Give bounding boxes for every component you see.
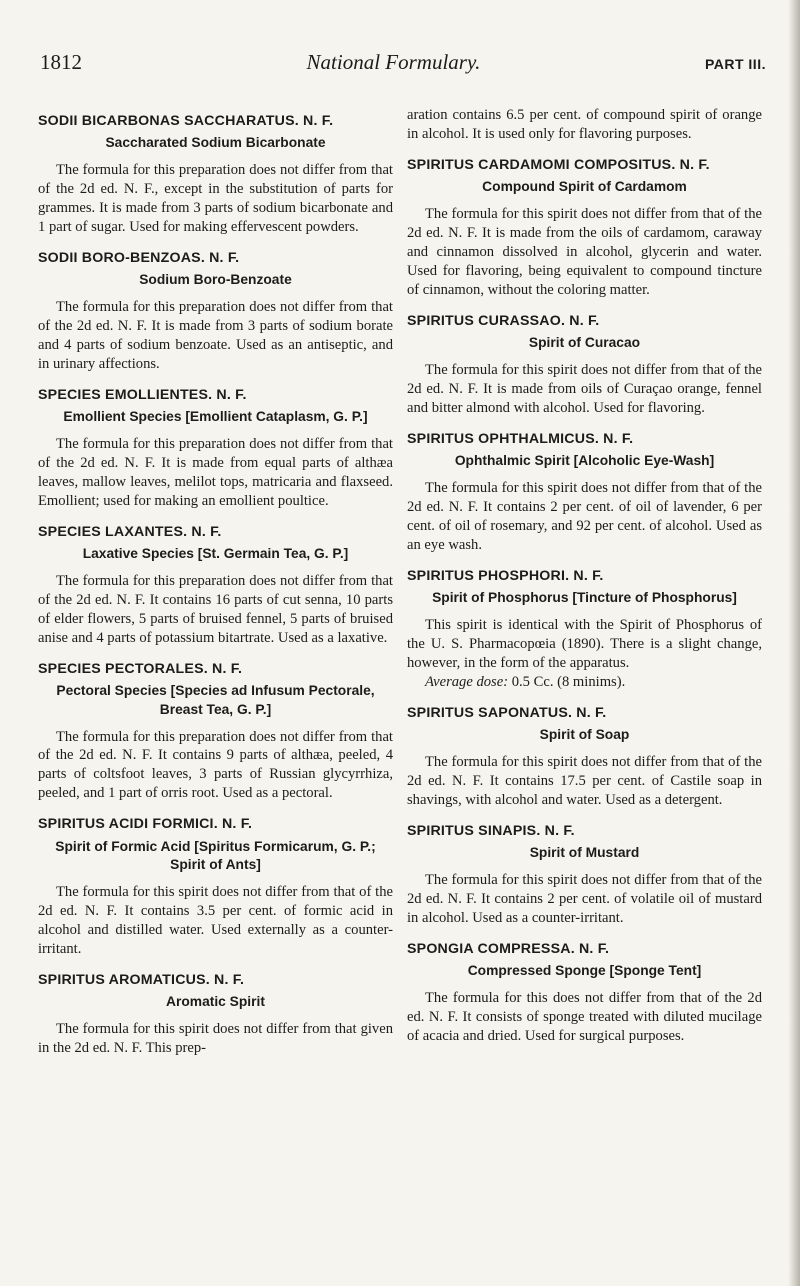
entry-title: SPIRITUS CURASSAO. N. F. — [407, 312, 600, 329]
entry-subtitle: Spirit of Curacao — [528, 335, 641, 351]
entry-subtitle: Spirit of Formic Acid [Spiritus Formicarum, G. P.; Spirit of Ants] — [55, 838, 376, 873]
dose-value: 0.5 Cc. (8 minims). — [508, 673, 626, 690]
running-title: National Formulary. — [306, 50, 481, 74]
entry-subtitle: Laxative Species [St. Germain Tea, G. P.] — [82, 546, 349, 562]
page-edge-shadow — [788, 0, 800, 1286]
entry-subtitle: Spirit of Mustard — [529, 845, 640, 861]
entry-body: The formula for this preparation does not differ from that of the 2d ed. N. F. It is made from equal parts of althæa leaves, mallow leaves, melilot tops, matricaria and flaxseed. Emollient; used for making an emollient poultice. — [38, 435, 393, 509]
entry-body: The formula for this spirit does not differ from that of the 2d ed. N. F. It is made from oils of Curaçao orange, fennel and bitter almond with alcohol. Used for flavoring. — [407, 361, 762, 416]
entry-subtitle: Compressed Sponge [Sponge Tent] — [467, 963, 702, 979]
left-column — [38, 106, 393, 1070]
entry — [407, 940, 762, 1046]
entry-subtitle: Compound Spirit of Cardamom — [482, 179, 687, 195]
entry-title: SPIRITUS SINAPIS. N. F. — [407, 822, 575, 839]
entry-body: The formula for this preparation does not differ from that of the 2d ed. N. F. It is made from 3 parts of sodium borate and 4 parts of sodium benzoate. Used as an antiseptic, and in urinary affections. — [38, 299, 393, 372]
entry-subtitle: Ophthalmic Spirit [Alcoholic Eye-Wash] — [454, 453, 715, 469]
entry-title: SODII BICARBONAS SACCHARATUS. N. F. — [38, 113, 334, 129]
entry — [38, 112, 393, 237]
entry-subtitle: Emollient Species [Emollient Cataplasm, G. P.] — [63, 409, 368, 425]
entry-body: The formula for this spirit does not differ from that given in the 2d ed. N. F. This prep- — [38, 1021, 393, 1057]
entry — [407, 822, 762, 928]
entry — [407, 567, 762, 692]
entry — [38, 660, 393, 804]
entry — [38, 386, 393, 511]
entry-title: SPIRITUS PHOSPHORI. N. F. — [407, 567, 604, 584]
entry-body: The formula for this preparation does not differ from that of the 2d ed. N. F. It contains 16 parts of cut senna, 10 parts of elder flowers, 5 parts of bruised fennel, 5 parts of bruised anise and 4 parts of potassium bitartrate. Used as a laxative. — [38, 572, 393, 646]
entry-body: The formula for this preparation does not differ from that of the 2d ed. N. F., except in the substitution of parts for grammes. It is made from 3 parts of sodium bicarbonate and 1 part of sugar. Used for making effervescent powders. — [38, 162, 393, 235]
dose-label: Average dose: — [425, 673, 509, 690]
entry — [38, 815, 393, 959]
entry-subtitle: Saccharated Sodium Bicarbonate — [105, 135, 326, 151]
entry-body: The formula for this spirit does not differ from that of the 2d ed. N. F. It contains 17.5 per cent. of Castile soap in shavings, with alcohol and water. Used as a detergent. — [407, 753, 762, 808]
entry-body: The formula for this spirit does not differ from that of the 2d ed. N. F. It is made from the oils of cardamom, caraway and cinnamon dissolved in alcohol, glycerin and water. Used for flavoring, being equivalent to compound tincture of cinnamon, without the coloring matter. — [407, 206, 762, 298]
entry-title: SPECIES EMOLLIENTES. N. F. — [38, 386, 247, 403]
entry-body: The formula for this preparation does not differ from that of the 2d ed. N. F. It contains 9 parts of althæa, peeled, 4 parts of coltsfoot leaves, 3 parts of Russian glycyrrhiza, peeled, and 1 part of orris root. Used as a pectoral. — [38, 728, 393, 802]
entry-title: SPIRITUS OPHTHALMICUS. N. F. — [407, 430, 634, 447]
entry-subtitle: Aromatic Spirit — [166, 994, 265, 1010]
entry-title: SPONGIA COMPRESSA. N. F. — [407, 940, 610, 957]
entry-subtitle: Spirit of Soap — [539, 727, 630, 743]
entry-title: SPIRITUS SAPONATUS. N. F. — [407, 704, 607, 721]
entry-body: The formula for this spirit does not differ from that of the 2d ed. N. F. It contains 2 per cent. of volatile oil of mustard in alcohol. Used as a counter-irritant. — [407, 871, 762, 926]
entry-title: SPIRITUS CARDAMOMI COMPOSITUS. N. F. — [407, 156, 710, 173]
entry-body: The formula for this spirit does not differ from that of the 2d ed. N. F. It contains 2 per cent. of oil of lavender, 6 per cent. of oil of rosemary, and 92 per cent. of alcohol. Used as an eye wash. — [407, 479, 762, 553]
entry-body: The formula for this spirit does not differ from that of the 2d ed. N. F. It contains 3.5 per cent. of formic acid in alcohol and distilled water. Used externally as a counter-irritant. — [38, 884, 393, 957]
entry-body: aration contains 6.5 per cent. of compound spirit of orange in alcohol. It is used only for flavoring purposes. — [407, 107, 762, 142]
entry — [38, 523, 393, 648]
entry-continuation — [407, 106, 762, 144]
page-number: 1812 — [40, 50, 82, 74]
entry-subtitle: Pectoral Species [Species ad Infusum Pectorale, Breast Tea, G. P.] — [56, 683, 375, 717]
entry — [407, 430, 762, 555]
entry-title: SODII BORO-BENZOAS. N. F. — [38, 249, 240, 266]
entry-body: This spirit is identical with the Spirit of Phosphorus of the U. S. Pharmacopœia (1890). There is a slight change, however, in the form of the apparatus. — [407, 616, 762, 671]
entry-body: The formula for this does not differ from that of the 2d ed. N. F. It consists of sponge treated with diluted mucilage of acacia and dried. Used for surgical purposes. — [407, 989, 762, 1044]
entry — [38, 249, 393, 374]
entry — [407, 156, 762, 300]
entry-title: SPECIES PECTORALES. N. F. — [38, 660, 243, 677]
entry-title: SPECIES LAXANTES. N. F. — [38, 523, 222, 540]
entry-dose — [407, 673, 762, 692]
entry — [407, 312, 762, 418]
entry-title: SPIRITUS AROMATICUS. N. F. — [38, 971, 245, 988]
entry — [38, 971, 393, 1058]
entry-subtitle: Sodium Boro-Benzoate — [139, 272, 292, 288]
right-column — [407, 106, 762, 1058]
part-label: PART III. — [704, 56, 766, 72]
entry-subtitle: Spirit of Phosphorus [Tincture of Phosphorus] — [432, 590, 737, 606]
entry — [407, 704, 762, 810]
running-head — [40, 50, 766, 90]
entry-title: SPIRITUS ACIDI FORMICI. N. F. — [38, 816, 253, 833]
